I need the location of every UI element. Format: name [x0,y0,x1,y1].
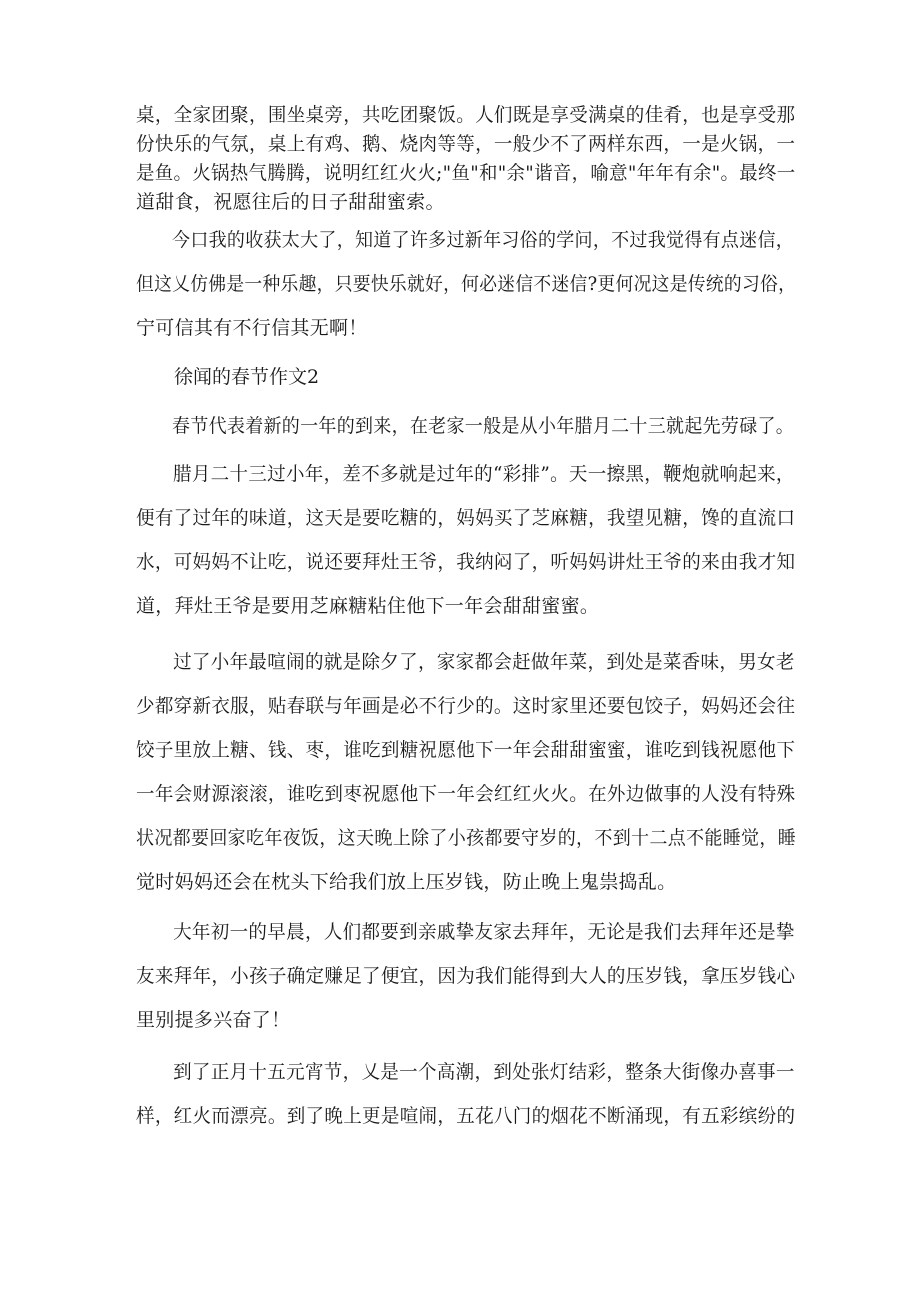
text-line: 觉时妈妈还会在枕头下给我们放上压岁钱，防止晚上鬼祟捣乱。 [136,871,677,893]
text-line: 里别提多兴奋了！ [136,1009,291,1031]
text-line: 过了小年最喧闹的就是除夕了，家家都会赶做年菜，到处是菜香味，男女老 [173,651,795,673]
text-line: 宁可信其有不行信其无啊！ [136,317,368,339]
text-line: 少都穿新衣服，贴春联与年画是必不行少的。这时家里还要包饺子，妈妈还会往 [136,695,796,717]
paragraph-2 [136,218,796,350]
text-line: 是鱼。火锅热气腾腾，说明红红火火;"鱼"和"余"谐音，喻意"年年有余"。最终一 [136,162,796,184]
paragraph-3 [136,404,796,448]
text-line: 份快乐的气氛，桌上有鸡、鹅、烧肉等等，一般少不了两样东西，一是火锅，一 [136,133,796,155]
text-line: 大年初一的早晨，人们都要到亲戚挚友家去拜年，无论是我们去拜年还是挚 [173,921,795,943]
text-line: 友来拜年，小孩子确定赚足了便宜，因为我们能得到大人的压岁钱，拿压岁钱心 [136,965,796,987]
paragraph-6 [136,910,796,1042]
text-line: 春节代表着新的一年的到来，在老家一般是从小年腊月二十三就起先劳碌了。 [172,415,795,437]
text-line: 今口我的收获太大了，知道了许多过新年习俗的学问，不过我觉得有点迷信， [172,229,795,251]
text-line: 道，拜灶王爷是要用芝麻糖粘住他下一年会甜甜蜜蜜。 [136,595,600,617]
paragraph-5 [136,640,796,904]
paragraph-4 [136,452,796,628]
text-line: 便有了过年的味道，这天是要吃糖的，妈妈买了芝麻糖，我望见糖，馋的直流口 [136,507,796,529]
paragraph-7 [136,1050,796,1138]
text-line: 腊月二十三过小年，差不多就是过年的“彩排”。天一擦黑，鞭炮就响起来， [173,463,795,485]
text-line: 到了正月十五元宵节，乂是一个高潮，到处张灯结彩，整条大街像办喜事一 [173,1061,795,1083]
text-line: 水，可妈妈不让吃，说还要拜灶王爷，我纳闷了，听妈妈讲灶王爷的来由我才知 [136,551,796,573]
text-line: 桌，全家团聚，围坐桌旁，共吃团聚饭。人们既是享受满桌的佳肴，也是享受那 [136,104,796,126]
text-line: 道甜食，祝愿往后的日子甜甜蜜索。 [136,191,445,213]
paragraph-1 [136,101,796,217]
text-line: 饺子里放上糖、钱、枣，谁吃到糖祝愿他下一年会甜甜蜜蜜，谁吃到钱祝愿他下 [136,739,796,761]
section-heading: 徐闻的春节作文2 [174,366,320,388]
text-line: 但这乂仿佛是一种乐趣，只要快乐就好，何必迷信不迷信?更何况这是传统的习俗， [136,273,797,295]
text-line: 一年会财源滚滚，谁吃到枣祝愿他下一年会红红火火。在外边做事的人没有特殊 [136,783,796,805]
text-line: 状况都要回家吃年夜饭，这天晚上除了小孩都要守岁的，不到十二点不能睡觉，睡 [136,827,797,849]
text-line: 样，红火而漂亮。到了晚上更是喧闹，五花八门的烟花不断涌现，有五彩缤纷的 [136,1105,796,1127]
